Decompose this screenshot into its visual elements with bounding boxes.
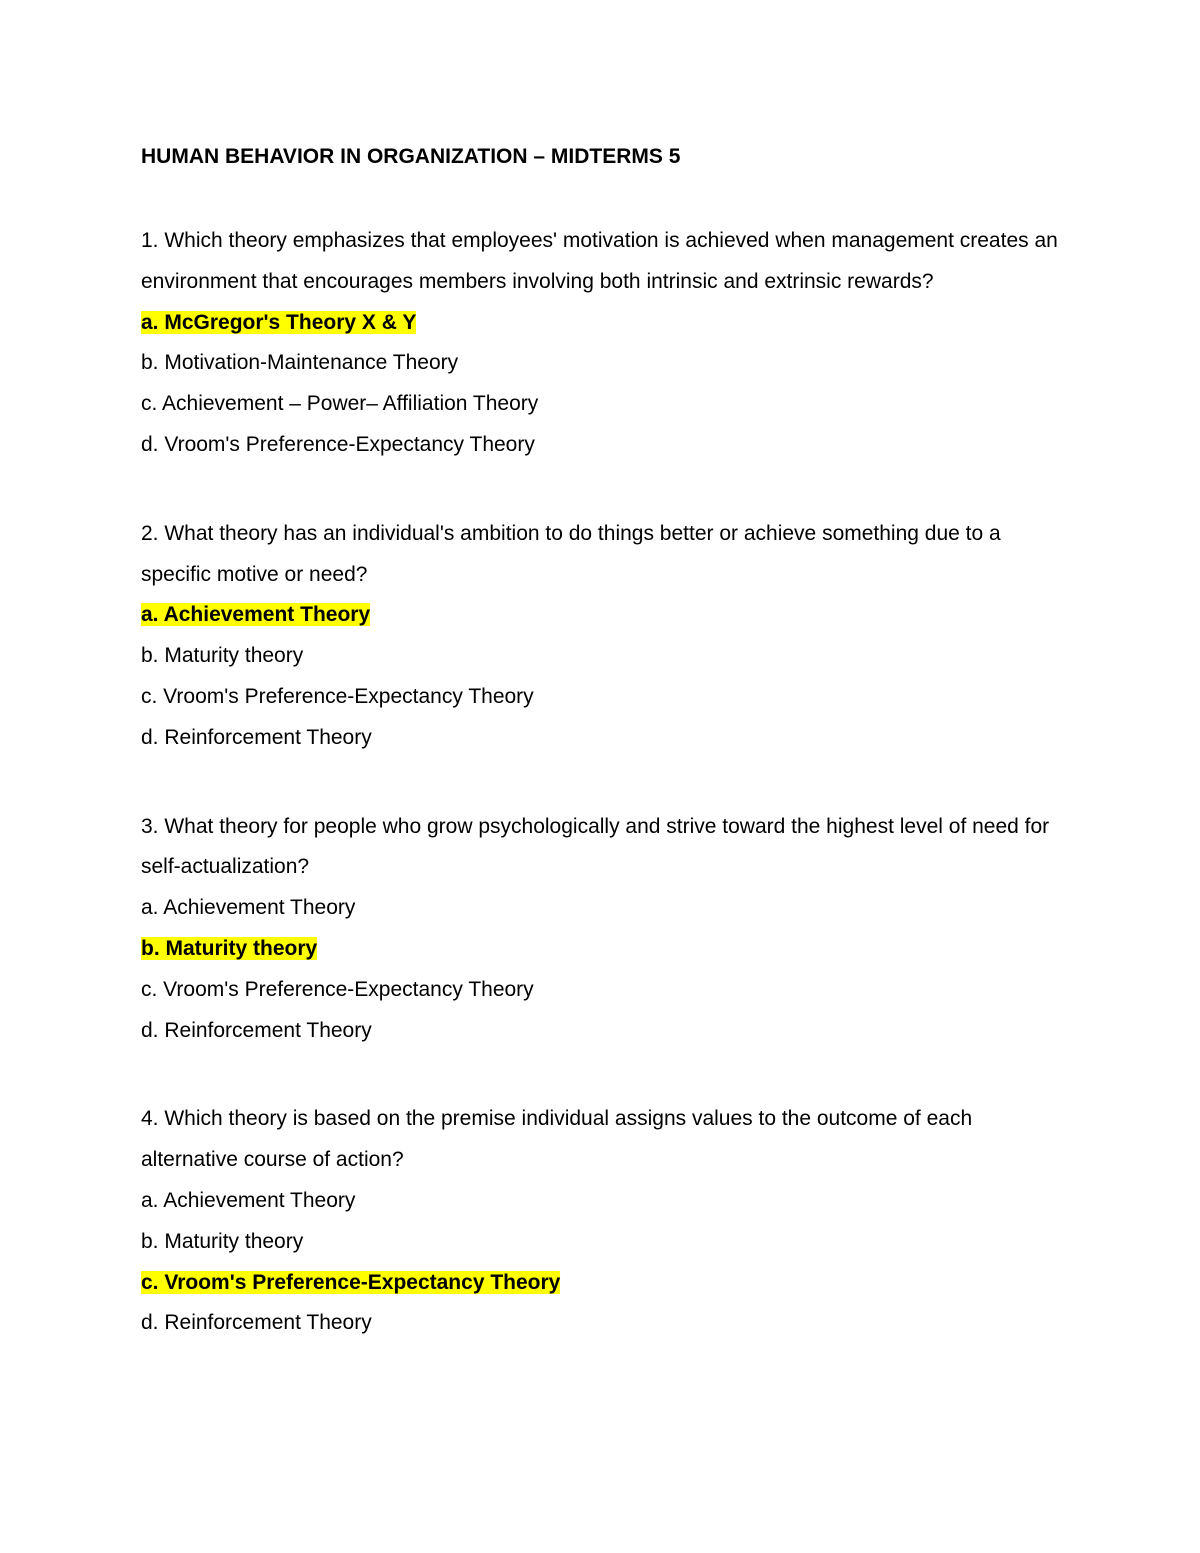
answer-option-c: [141, 1263, 1071, 1304]
question-1: [141, 221, 1071, 466]
answer-option-label: d. Reinforcement Theory: [141, 1018, 372, 1042]
answer-option-label: b. Maturity theory: [141, 936, 318, 960]
answer-option-d: [141, 718, 1071, 759]
answer-option-label: a. Achievement Theory: [141, 1188, 356, 1212]
answer-option-label: d. Reinforcement Theory: [141, 1311, 372, 1335]
answer-option-label: a. McGregor's Theory X & Y: [141, 310, 417, 334]
answer-option-label: c. Vroom's Preference-Expectancy Theory: [141, 977, 534, 1001]
answer-option-b: [141, 636, 1071, 677]
answer-option-b: [141, 929, 1071, 970]
answer-option-c: [141, 677, 1071, 718]
answer-option-a: [141, 303, 1071, 344]
document-content: [141, 141, 1071, 1344]
answer-option-label: c. Vroom's Preference-Expectancy Theory: [141, 684, 534, 708]
question-text: 1. Which theory emphasizes that employees' motivation is achieved when management creates an environment that encourages members involving both intrinsic and extrinsic rewards?: [141, 229, 1058, 293]
document-title: HUMAN BEHAVIOR IN ORGANIZATION – MIDTERMS 5: [141, 145, 681, 168]
question-3: [141, 807, 1071, 1052]
answer-option-label: a. Achievement Theory: [141, 896, 356, 920]
question-text: 3. What theory for people who grow psychologically and strive toward the highest level of need for self-actualization?: [141, 814, 1050, 879]
answer-option-label: d. Reinforcement Theory: [141, 725, 372, 749]
answer-option-a: [141, 1181, 1071, 1222]
answer-option-d: [141, 1303, 1071, 1344]
question-4: [141, 1099, 1071, 1344]
question-2: [141, 514, 1071, 759]
answer-option-b: [141, 343, 1071, 384]
answer-option-label: a. Achievement Theory: [141, 603, 371, 627]
answer-option-label: c. Achievement – Power– Affiliation Theory: [141, 392, 539, 416]
answer-option-d: [141, 425, 1071, 466]
question-text: 2. What theory has an individual's ambition to do things better or achieve something due to a specific motive or need?: [141, 521, 1001, 586]
answer-option-d: [141, 1011, 1071, 1052]
answer-option-c: [141, 384, 1071, 425]
answer-option-b: [141, 1222, 1071, 1263]
answer-option-a: [141, 888, 1071, 929]
question-text: 4. Which theory is based on the premise individual assigns values to the outcome of each alternative course of action?: [141, 1107, 973, 1172]
answer-option-a: [141, 595, 1071, 636]
answer-option-label: d. Vroom's Preference-Expectancy Theory: [141, 432, 535, 456]
answer-option-label: b. Motivation-Maintenance Theory: [141, 351, 459, 375]
answer-option-c: [141, 970, 1071, 1011]
answer-option-label: b. Maturity theory: [141, 1229, 304, 1253]
answer-option-label: c. Vroom's Preference-Expectancy Theory: [141, 1270, 561, 1294]
answer-option-label: b. Maturity theory: [141, 644, 304, 668]
